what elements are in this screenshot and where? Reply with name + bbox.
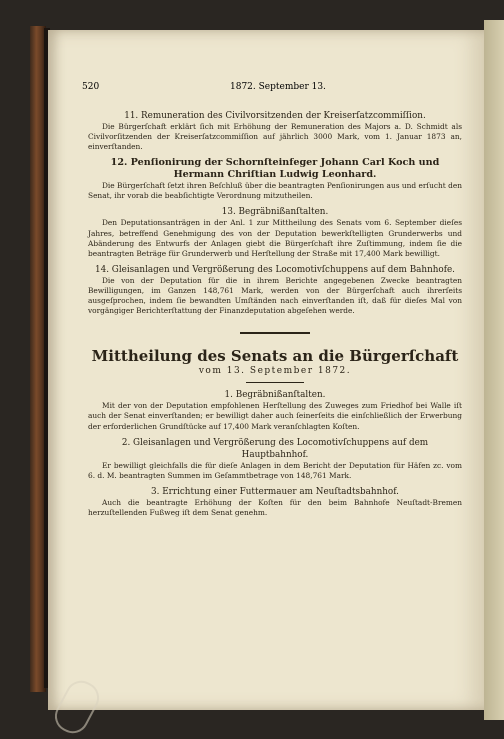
item-text: Die von der Deputation für die in ihrem Berichte angegebenen Zwecke beantragten Bewilligungen, im Ganzen 148,761 Mark, werden von der Bürgerſchaft auch ihrerſeits ausgeſprochen, indem ſie bewandten Umſtänden nach einverſtanden iſt, daß für dieſes Mal von vorgängiger Berichterſtattung der Finanzdeputation abgeſehen werde. — [88, 275, 462, 316]
item-text: Mit der von der Deputation empfohlenen Herſtellung des Zuweges zum Friedhof bei Walle iſt auch der Senat einverſtanden; er bewilligt daher auch ſeinerſeits die einſchließlich der Erwerbung der erforderlichen Grundſtücke auf 17,400 Mark veranſchlagten Koſten. — [88, 401, 462, 431]
item-title: 11. Remuneration des Civilvorsitzenden der Kreiserſatzcommiſſion. — [124, 111, 426, 121]
item-text: Er bewilligt gleichfalls die für dieſe Anlagen in dem Bericht der Deputation für Häfen zc. vom 6. d. M. beantragten Summen im Geſammtbetrage von 148,761 Mark. — [88, 460, 462, 480]
item-text: Die Bürgerſchaft ſetzt ihren Beſchluß über die beantragten Penſionirungen aus und erſucht den Senat, ihr vorab die beabſichtigte Verordnung mitzutheilen. — [88, 181, 462, 201]
item-title: 2. Gleisanlagen und Vergrößerung des Locomotivſchuppens auf dem Hauptbahnhof. — [121, 437, 429, 460]
item-text: Auch die beantragte Erhöhung der Koſten für den beim Bahnhofe Neuſtadt-Bremen herzuſtellenden Fußweg iſt dem Senat genehm. — [88, 497, 462, 517]
item-title: 3. Errichtung einer Futtermauer am Neuſtadtsbahnhof. — [151, 486, 399, 497]
running-head: 1872. September 13. — [230, 82, 326, 92]
item-title: 14. Gleisanlagen und Vergrößerung des Locomotivſchuppens auf dem Bahnhofe. — [95, 264, 455, 275]
next-page-edge — [484, 20, 504, 720]
section-title: Mittheilung des Senats an die Bürgerſchaft — [91, 347, 459, 366]
page-content — [88, 110, 462, 518]
item-text: Den Deputationsanträgen in der Anl. 1 zur Mittheilung des Senats vom 6. September dieſes Jahres, betreffend Genehmigung des von der Deputation bewerkſtelligten Grunderwerbs und Abänderung des Entwurfs der Anlagen giebt die Bürgerſchaft ihre Zuſtimmung, indem ſie die beantragten Beträge für Grunderwerb und Herſtellung der Straße mit 17,400 Mark bewilligt. — [88, 218, 462, 258]
item-text: Die Bürgerſchaft erklärt ſich mit Erhöhung der Remuneration des Majors a. D. Schmidt als Civilvorſitzenden der Kreiserſatzcommiſſion auf jährlich 3000 Mark, vom 1. Januar 1873 an, einverſtanden. — [88, 122, 462, 152]
page-number: 520 — [82, 82, 100, 92]
page-header — [82, 82, 462, 94]
item-title: 1. Begräbnißanſtalten. — [224, 390, 326, 401]
item-title: 13. Begräbnißanſtalten. — [221, 207, 329, 218]
section-date: vom 13. September 1872. — [198, 366, 352, 377]
item-title: 12. Penſionirung der Schornſteinfeger Johann Carl Koch und Hermann Chriſtian Ludwig Leonhard. — [110, 157, 440, 181]
